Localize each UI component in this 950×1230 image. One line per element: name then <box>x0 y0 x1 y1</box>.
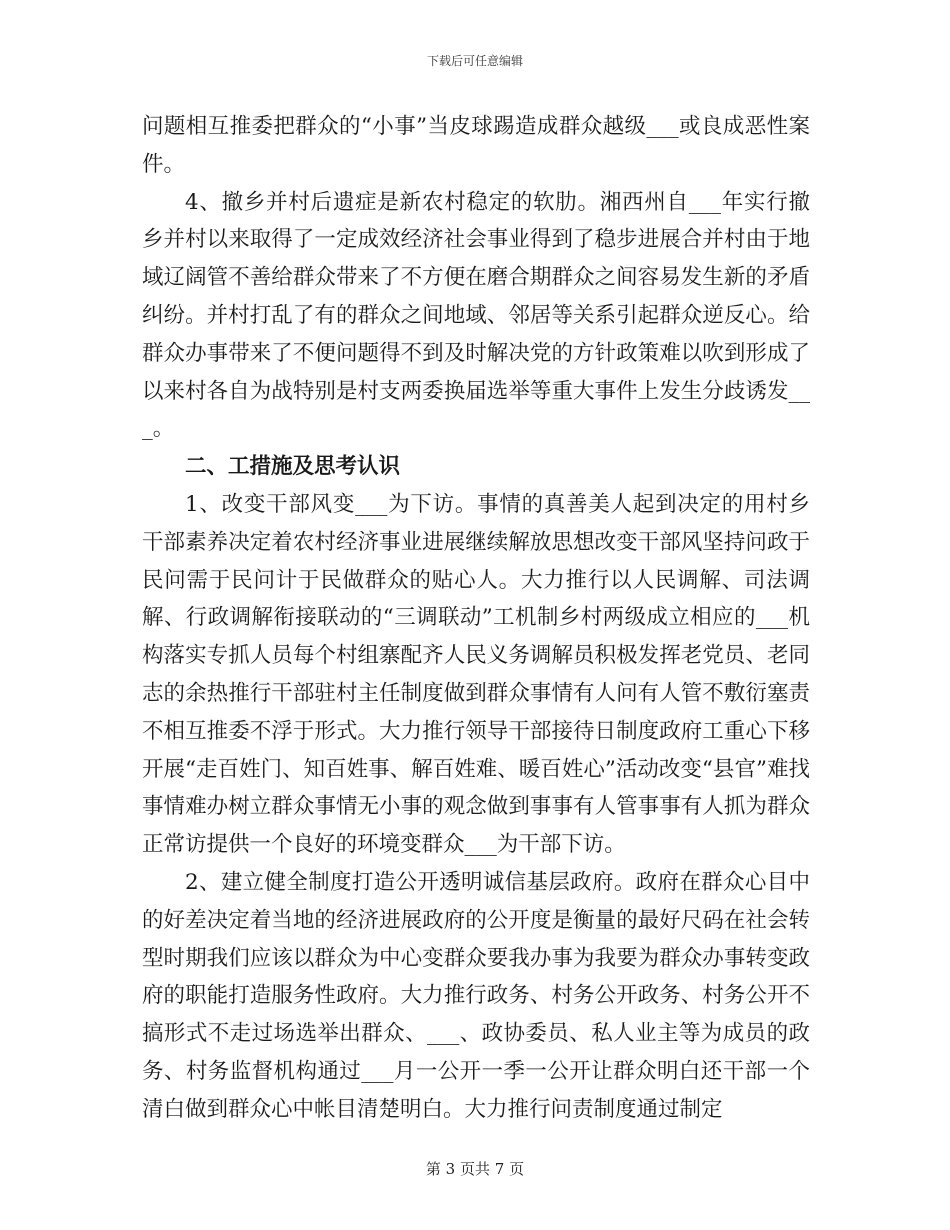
paragraph-item-1: 1、改变干部风变___为下访。事情的真善美人起到决定的用村乡干部素养决定着农村经济事业进展继续解放思想改变干部风坚持问政于民问需于民问计于民做群众的贴心人。大力推行以人民调解、司法调解、行政调解衔接联动的“三调联动”工机制乡村两级成立相应的___机构落实专抓人员每个村组寨配齐人民义务调解员积极发挥老党员、老同志的余热推行干部驻村主任制度做到群众事情有人问有人管不敷衍塞责不相互推委不浮于形式。大力推行领导干部接待日制度政府工重心下移开展“走百姓门、知百姓事、解百姓难、暖百姓心”活动改变“县官”难找事情难办树立群众事情无小事的观念做到事事有人管事事有人抓为群众正常访提供一个良好的环境变群众___为干部下访。 <box>142 491 810 858</box>
section-heading: 二、工措施及思考认识 <box>185 454 401 480</box>
paragraph-continuation: 问题相互推委把群众的“小事”当皮球踢造成群众越级___或良成恶性案件。 <box>142 114 810 177</box>
document-body <box>142 108 810 1129</box>
paragraph-item-2: 2、建立健全制度打造公开透明诚信基层政府。政府在群众心目中的好差决定着当地的经济进展政府的公开度是衡量的最好尺码在社会转型时期我们应该以群众为中心变群众要我办事为我要为群众办事转变政府的职能打造服务性政府。大力推行政务、村务公开政务、村务公开不搞形式不走过场选举出群众、___、政协委员、私人业主等为成员的政务、村务监督机构通过___月一公开一季一公开让群众明白还干部一个清白做到群众心中帐目清楚明白。大力推行问责制度通过制定 <box>142 869 810 1122</box>
paragraph-item-4: 4、撤乡并村后遗症是新农村稳定的软肋。湘西州自___年实行撤乡并村以来取得了一定成效经济社会事业得到了稳步进展合并村由于地域辽阔管不善给群众带来了不方便在磨合期群众之间容易发生新的矛盾纠纷。并村打乱了有的群众之间地域、邻居等关系引起群众逆反心。给群众办事带来了不便问题得不到及时解决党的方针政策难以吹到形成了以来村各自为战特别是村支两委换届选举等重大事件上发生分歧诱发___。 <box>142 189 810 442</box>
page-header: 下载后可任意编辑 <box>426 54 523 68</box>
page-footer: 第 3 页共 7 页 <box>425 1160 525 1178</box>
